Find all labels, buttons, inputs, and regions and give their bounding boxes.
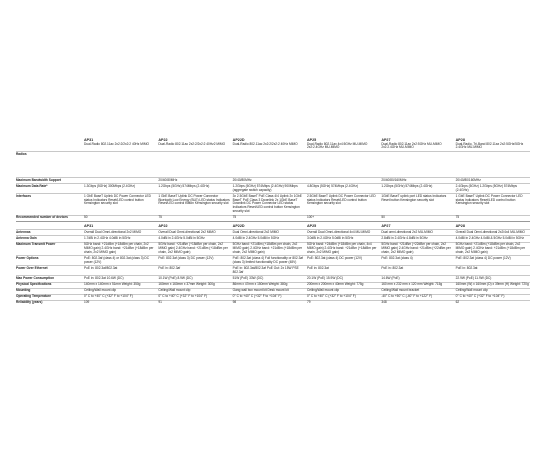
spec-cell: 20/40/80/160MHz [456,177,530,183]
spec-cell: 2.8dBi in 2.4GHz 4.8dBi in 5GHz [381,236,455,242]
row-label: Power Options [16,256,84,266]
spec-cell [233,151,307,177]
model-description: Dual-Radio 802.11ac 2x2:2/2x2:2 40Hz2 MIMO [158,141,226,146]
spec-cell: PoE: 802.3at (class 4) [381,256,455,266]
model-header-row [16,138,530,151]
corner-cell [16,221,84,230]
spec-row-interfaces [16,194,530,216]
spec-cell: 75 [233,215,307,221]
spec-cell: 1GbE BaseT uplink port LED status Indicators Reset button Kensington security slot [381,194,455,216]
spec-cell: 5GHz band: +21dBm (+18dBm per chain, 2x2 MIMO gain) 2.4GHz band: +21dBm (+18dBm per chain, 2x2 MIMO gain) [84,242,158,256]
model-column-ap25: AP25 [307,221,381,230]
spec-cell [307,151,381,177]
spec-row-reliability [16,300,530,306]
spec-cell: 2.4Gbps (5GHz) 1.2Gbps (5GHz) 574Mbps (2.4GHz) [456,184,530,194]
spec-cell: Dual Omni-directional 2x2 MIMO [233,230,307,236]
model-column-ap22d: AP22D Dual-Radio 802.11ac 2x2:2/2x2:2 40Hz MIMO [233,138,307,151]
spec-cell: -40° C to +50° C (-40° F to +122° F) [381,294,455,300]
model-column-ap27: AP27 [381,221,455,230]
spec-cell: Overall Dual Omni-directional 2x2 MIMO [84,230,158,236]
spec-cell [158,151,232,177]
row-label: Reliability (years) [16,300,84,306]
model-column-ap27: AP27 Dual-Radio 802.11ax 2x2:5GHz MU-MIMO 2x2:2.4GHz MU-MIMO [381,138,455,151]
spec-cell: 22.9W (PoE) 11.9W (DC) [456,276,530,282]
spec-cell: 14.6W (PoE) [381,276,455,282]
spec-cell: 5GHz band: +24dBm (+18dBm per chain, 4x4 MIMO gain) 2.4GHz band: +21dBm (+18dBm per chain, 2x2 MIMO gain) [307,242,381,256]
model-column-ap31: AP31 Dual-Radio 802.11ac 2x2:2/2x2:2 40Hz MIMO [84,138,158,151]
spec-cell: 1 GbE BaseT Uplink DC Power Connector LED status Indicators Reset/LED control button Kensington security slot [456,194,530,216]
spec-cell: PoE in: 802.3af/802.3at [84,266,158,276]
spec-cell: 109 [84,300,158,306]
model-description: Dual-Radio 802.11ac 2x2:2/2x2:2 40Hz MIMO [232,141,298,146]
spec-cell: PoE in: 802.3at [381,266,455,276]
spec-cell: 3x 2.5GbE BaseT PoE Class 4/4 Uplink 2x 1GbE BaseT PoE Class 3 Downlink 2x 1GbE BaseT Downlink DC Power Connector LED status Indicators Reset/LED control button Kensington security slot [233,194,307,216]
spec-cell: 91 [158,300,232,306]
row-label: Physical Specifications [16,282,84,288]
spec-cell: 1 GbE BaseT Uplink DC Power Connector Bluetooth Low Energy (BLE) LED status Indicators Reset/LED control button Kensington security slot [158,194,232,216]
model-description: Dual-Radio 802.11ax 4x4:5GHz MU-MIMO 2x2:2.4GHz MU-MIMO [306,141,368,150]
spec-row-transmit-power [16,242,530,256]
spec-cell: 20.1W (PoE) 15.9W (DC) [307,276,381,282]
spec-cell: PoE: 802.3at (class 4) DC power (12V) [307,256,381,266]
spec-cell: Ceiling/Wall mount clip [307,288,381,294]
spec-row-power-options [16,256,530,266]
spec-cell: 98 [233,300,307,306]
spec-cell: 50 [84,215,158,221]
spec-cell: 0° C to +40° C (+32° F to +104° F) [233,294,307,300]
row-label: Antennas [16,230,84,236]
spec-cell [381,151,455,177]
model-column-ap31: AP31 [84,221,158,230]
spec-cell: PoE: 802.3af (class 4) or 802.3at (class 3) DC power (12V) [84,256,158,266]
spec-cell: 5GHz band: +21dBm (+18dBm per chain, 2x2 MIMO gain) 2.4GHz band: +21dBm (+18dBm per chain, 2x2 MIMO gain) [233,242,307,256]
model-description: Dual-Radio 802.11ac 2x2:2/2x2:2 40Hz MIMO [84,141,149,146]
spec-cell [456,151,530,177]
row-label: Maximum Data Rate* [16,184,84,194]
model-column-ap28: AP28 [456,221,530,230]
spec-cell: 5GHz band: +21dBm (+22dBm per chain, 2x2 MIMO gain) 2.4GHz band: +21dBm (+22dBm per chain, 2x2 MIMO gain) [381,242,455,256]
spec-cell: 160mm x 160mm x 37mm Weight: 300g [158,282,232,288]
model-description: Dual-Radio, Tri-Band 802.11ax 2x2:5GHz/5GHz 2.4GHz MU-MIMO [455,141,524,150]
spec-cell: 1.2Gbps (5GHz) 574Mbps (2.4GHz) [381,184,455,194]
spec-cell: 160 mm x 232 mm x 120 mm Weight: 715g [381,282,455,288]
spec-cell [84,151,158,177]
spec-cell: 86mm x 47mm x 150mm Weight: 380g [233,282,307,288]
spec-cell: 20/40/80MHz [158,177,232,183]
row-label: Operating Temperature [16,294,84,300]
spec-cell: 20/40/80MHz [233,177,307,183]
spec-cell: PoE: 802.3at (class 4) Full functionality or 802.3af (class 3) limited functionality DC power (48V) [233,256,307,266]
spec-cell: 20/40/80/160MHz [381,177,455,183]
model-column-ap28: AP28 Dual-Radio, Tri-Band 802.11ax 2x2:5GHz/5GHz 2.4GHz MU-MIMO [456,138,530,151]
spec-cell: PoE in: 802.3af [158,266,232,276]
spec-cell: 75 [158,215,232,221]
spec-cell: 4.8Gbps (5GHz) 574Mbps (2.4GHz) [307,184,381,194]
spec-cell: 0° C to +40° C (+32° F to +104° F) [307,294,381,300]
spec-cell: Ceiling/Wall mount clip [84,288,158,294]
spec-cell: 4.0dBi in 2.4GHz 5.0dBi in 5GHz [233,236,307,242]
spec-cell: 0° C to +40° C (+32° F to +104° F) [84,294,158,300]
model-column-ap22: AP22 Dual-Radio 802.11ac 2x2:2/2x2:2 40Hz2 MIMO [158,138,232,151]
spec-cell: Dual omni-directional 2x2 MU-MIMO [381,230,455,236]
spec-cell: 50 [381,215,455,221]
spec-cell: PoE in: 802.3at/802.3af PoE Out: 2x 15W PSE 802.3af [233,266,307,276]
spec-cell: PoE in: 802.3at [456,266,530,276]
spec-cell: 2.5GbE BaseT Uplink DC Power Connector LED status Indicators Reset/LED control button Kensington security slot [307,194,381,216]
row-label: Interfaces [16,194,84,216]
model-column-ap22: AP22 [158,221,232,230]
spec-sheet [16,138,530,306]
row-label: Maximum Bandwidth Support [16,177,84,183]
spec-cell: 0° C to +40° C (+32° F to +104° F) [158,294,232,300]
spec-cell: 0° C to +40° C (+32° F to +104° F) [456,294,530,300]
row-label: Mounting [16,288,84,294]
row-label: Power Over Ethernet [16,266,84,276]
spec-cell: Overall Dual Omni-directional 2x2 MIMO [158,230,232,236]
corner-cell [16,138,84,151]
spec-cell: 4.0dBi in 2.4GHz 5.0dBi in 5GHz [158,236,232,242]
model-description: Dual-Radio 802.11ax 2x2:5GHz MU-MIMO 2x2:2.4GHz MU-MIMO [381,141,442,150]
spec-cell: 1.7dBi in 2.4GHz 4.0dBi in 5GHz [84,236,158,242]
spec-cell: PoE in: 802.3at [307,266,381,276]
spec-cell: 5GHz band: +21dBm (+18dBm per chain, 2x2 MIMO gain) 2.4GHz band: +21dBm (+18dBm per chain, 2x2 MIMO gain) [456,242,530,256]
spec-cell: 1.2Gbps (5GHz) 574Mbps (2.4GHz) 900Mbps (aggregate switch capacity) [233,184,307,194]
spec-cell: PoE: 802.3at (class 4) DC power (12V) [456,256,530,266]
spec-cell: 4.0dBi in 2.4GHz 4.0dBi & 5GHz 5.0dBi in 5GHz [456,236,530,242]
spec-cell: 1 GbE BaseT Uplink DC Power Connector LED status Indicators Reset/LED control button Kensington security slot [84,194,158,216]
spec-row-radios [16,151,530,177]
spec-cell: 1.3Gbps (5GHz) 300Mbps (2.4GHz) [84,184,158,194]
spec-table [16,138,530,306]
spec-cell: PoE: 802.3af (class 3) DC power (12V) [158,256,232,266]
spec-cell: PoE in: 802.3at 10.6W (DC) [84,276,158,282]
spec-cell: 1.2Gbps (5GHz) 574Mbps (2.4GHz) [158,184,232,194]
spec-cell: 51W (PoE) 33W (DC) [233,276,307,282]
row-label: Max Power Consumption [16,276,84,282]
spec-cell: 10.1W (PoE) 8.9W (DC) [158,276,232,282]
model-header-row-2 [16,221,530,230]
row-label: Antenna Gain [16,236,84,242]
spec-cell: Gang wall box mount kit Desk mount kit [233,288,307,294]
spec-cell: 62 [456,300,530,306]
spec-cell: 100+ [307,215,381,221]
row-label: Radios [16,151,84,177]
spec-cell: Overall Dual Omni-directional 4x4 MU-MIMO [307,230,381,236]
spec-cell: 3.0dBi in 2.4GHz 5.0dBi in 5GHz [307,236,381,242]
spec-cell: 79 [307,300,381,306]
spec-cell: 75 [456,215,530,221]
spec-cell: 348 [381,300,455,306]
model-column-ap22d: AP22D [233,221,307,230]
row-label: Recommended number of devices [16,215,84,221]
spec-cell: Ceiling/Wall mount clip [456,288,530,294]
row-label: Maximum Transmit Power [16,242,84,256]
spec-cell: Ceiling/Wall mount bracket [381,288,455,294]
spec-cell: 200mm x 200mm x 40mm Weight: 775g [307,282,381,288]
spec-cell: Overall Dual Omni-directional 2x2/4x4 MU-MIMO [456,230,530,236]
spec-cell: Ceiling/Wall mount clip [158,288,232,294]
spec-row-data-rate [16,184,530,194]
spec-cell: 5GHz band: +21dBm (+18dBm per chain, 2x2 MIMO gain) 2.4GHz band: +21dBm (+18dBm per chain, 2x2 MIMO gain) [158,242,232,256]
spec-cell: 160mm (W) x 160mm (D) x 39mm (H) Weight: 720g [455,282,529,287]
spec-row-poe [16,266,530,276]
spec-cell: 140mm x 140mm x 51mm Weight: 350g [84,282,158,288]
model-column-ap25: AP25 Dual-Radio 802.11ax 4x4:5GHz MU-MIMO 2x2:2.4GHz MU-MIMO [307,138,381,151]
